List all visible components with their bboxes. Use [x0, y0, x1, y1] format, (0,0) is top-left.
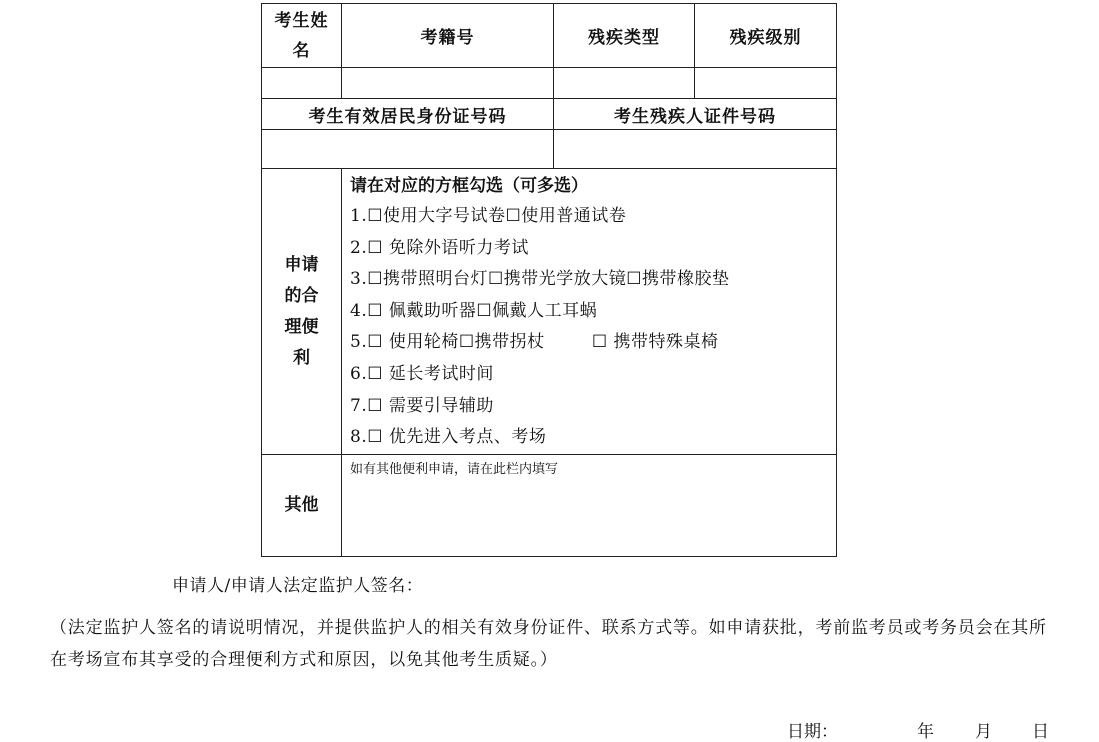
disability-level-field[interactable]: [695, 68, 837, 99]
other-label: 其他: [262, 455, 342, 557]
header-exam-number: 考籍号: [342, 4, 554, 68]
option-line-2[interactable]: 2.☐ 免除外语听力考试: [350, 237, 529, 258]
date-label: 日期：: [787, 722, 838, 742]
option-line-1[interactable]: 1.☐使用大字号试卷☐使用普通试卷: [350, 206, 627, 226]
option-line-3[interactable]: 3.☐携带照明台灯☐携带光学放大镜☐携带橡胶垫: [350, 269, 730, 290]
disability-cert-field[interactable]: [554, 130, 837, 169]
header-name: [262, 4, 342, 68]
option-line-4[interactable]: 4.☐ 佩戴助听器☐佩戴人工耳蜗: [350, 300, 598, 321]
id-header-row: [262, 99, 837, 130]
accommodation-label-4: 利: [293, 347, 310, 368]
option-line-6[interactable]: 6.☐ 延长考试时间: [350, 363, 494, 384]
option-line-7[interactable]: 7.☐ 需要引导辅助: [350, 395, 494, 416]
exam-number-field[interactable]: [342, 68, 554, 99]
option-line-8[interactable]: 8.☐ 优先进入考点、考场: [350, 427, 547, 448]
header-disability-type: 残疾类型: [554, 4, 695, 68]
option-line-5[interactable]: 5.☐ 使用轮椅☐携带拐杖 ☐ 携带特殊桌椅: [350, 332, 719, 353]
accommodation-label-3: 理便: [284, 316, 319, 337]
header-row: [262, 4, 837, 68]
accommodation-title: 请在对应的方框勾选（可多选）: [350, 176, 588, 196]
accommodation-label-1: 申请: [284, 254, 319, 275]
disability-type-field[interactable]: [554, 68, 695, 99]
guardian-note: （法定监护人签名的请说明情况，并提供监护人的相关有效身份证件、联系方式等。如申请获批，考前监考员或考务员会在其所在考场宣布其享受的合理便利方式和原因，以免其他考生质疑。）: [50, 618, 1047, 670]
header-resident-id: 考生有效居民身份证号码: [262, 99, 554, 130]
info-input-row: [262, 68, 837, 99]
date-month: 月: [975, 722, 992, 742]
date-day: 日: [1032, 722, 1049, 742]
header-disability-level: 残疾级别: [695, 4, 837, 68]
date-year: 年: [917, 722, 934, 742]
other-field[interactable]: [342, 455, 837, 557]
name-field[interactable]: [262, 68, 342, 99]
accommodation-options: [342, 169, 837, 455]
id-input-row: [262, 130, 837, 169]
header-name-line-1: 考生姓: [274, 10, 329, 31]
other-note: 如有其他便利申请，请在此栏内填写: [350, 462, 559, 477]
signature-label: 申请人/申请人法定监护人签名：: [172, 576, 424, 596]
resident-id-field[interactable]: [262, 130, 554, 169]
other-row: [262, 455, 837, 557]
header-name-line-2: 名: [292, 40, 311, 61]
accommodation-row: [262, 169, 837, 455]
header-disability-cert: 考生残疾人证件号码: [554, 99, 837, 130]
application-form-table: [261, 3, 837, 557]
accommodation-label: [262, 169, 342, 455]
accommodation-label-2: 的合: [284, 285, 319, 306]
